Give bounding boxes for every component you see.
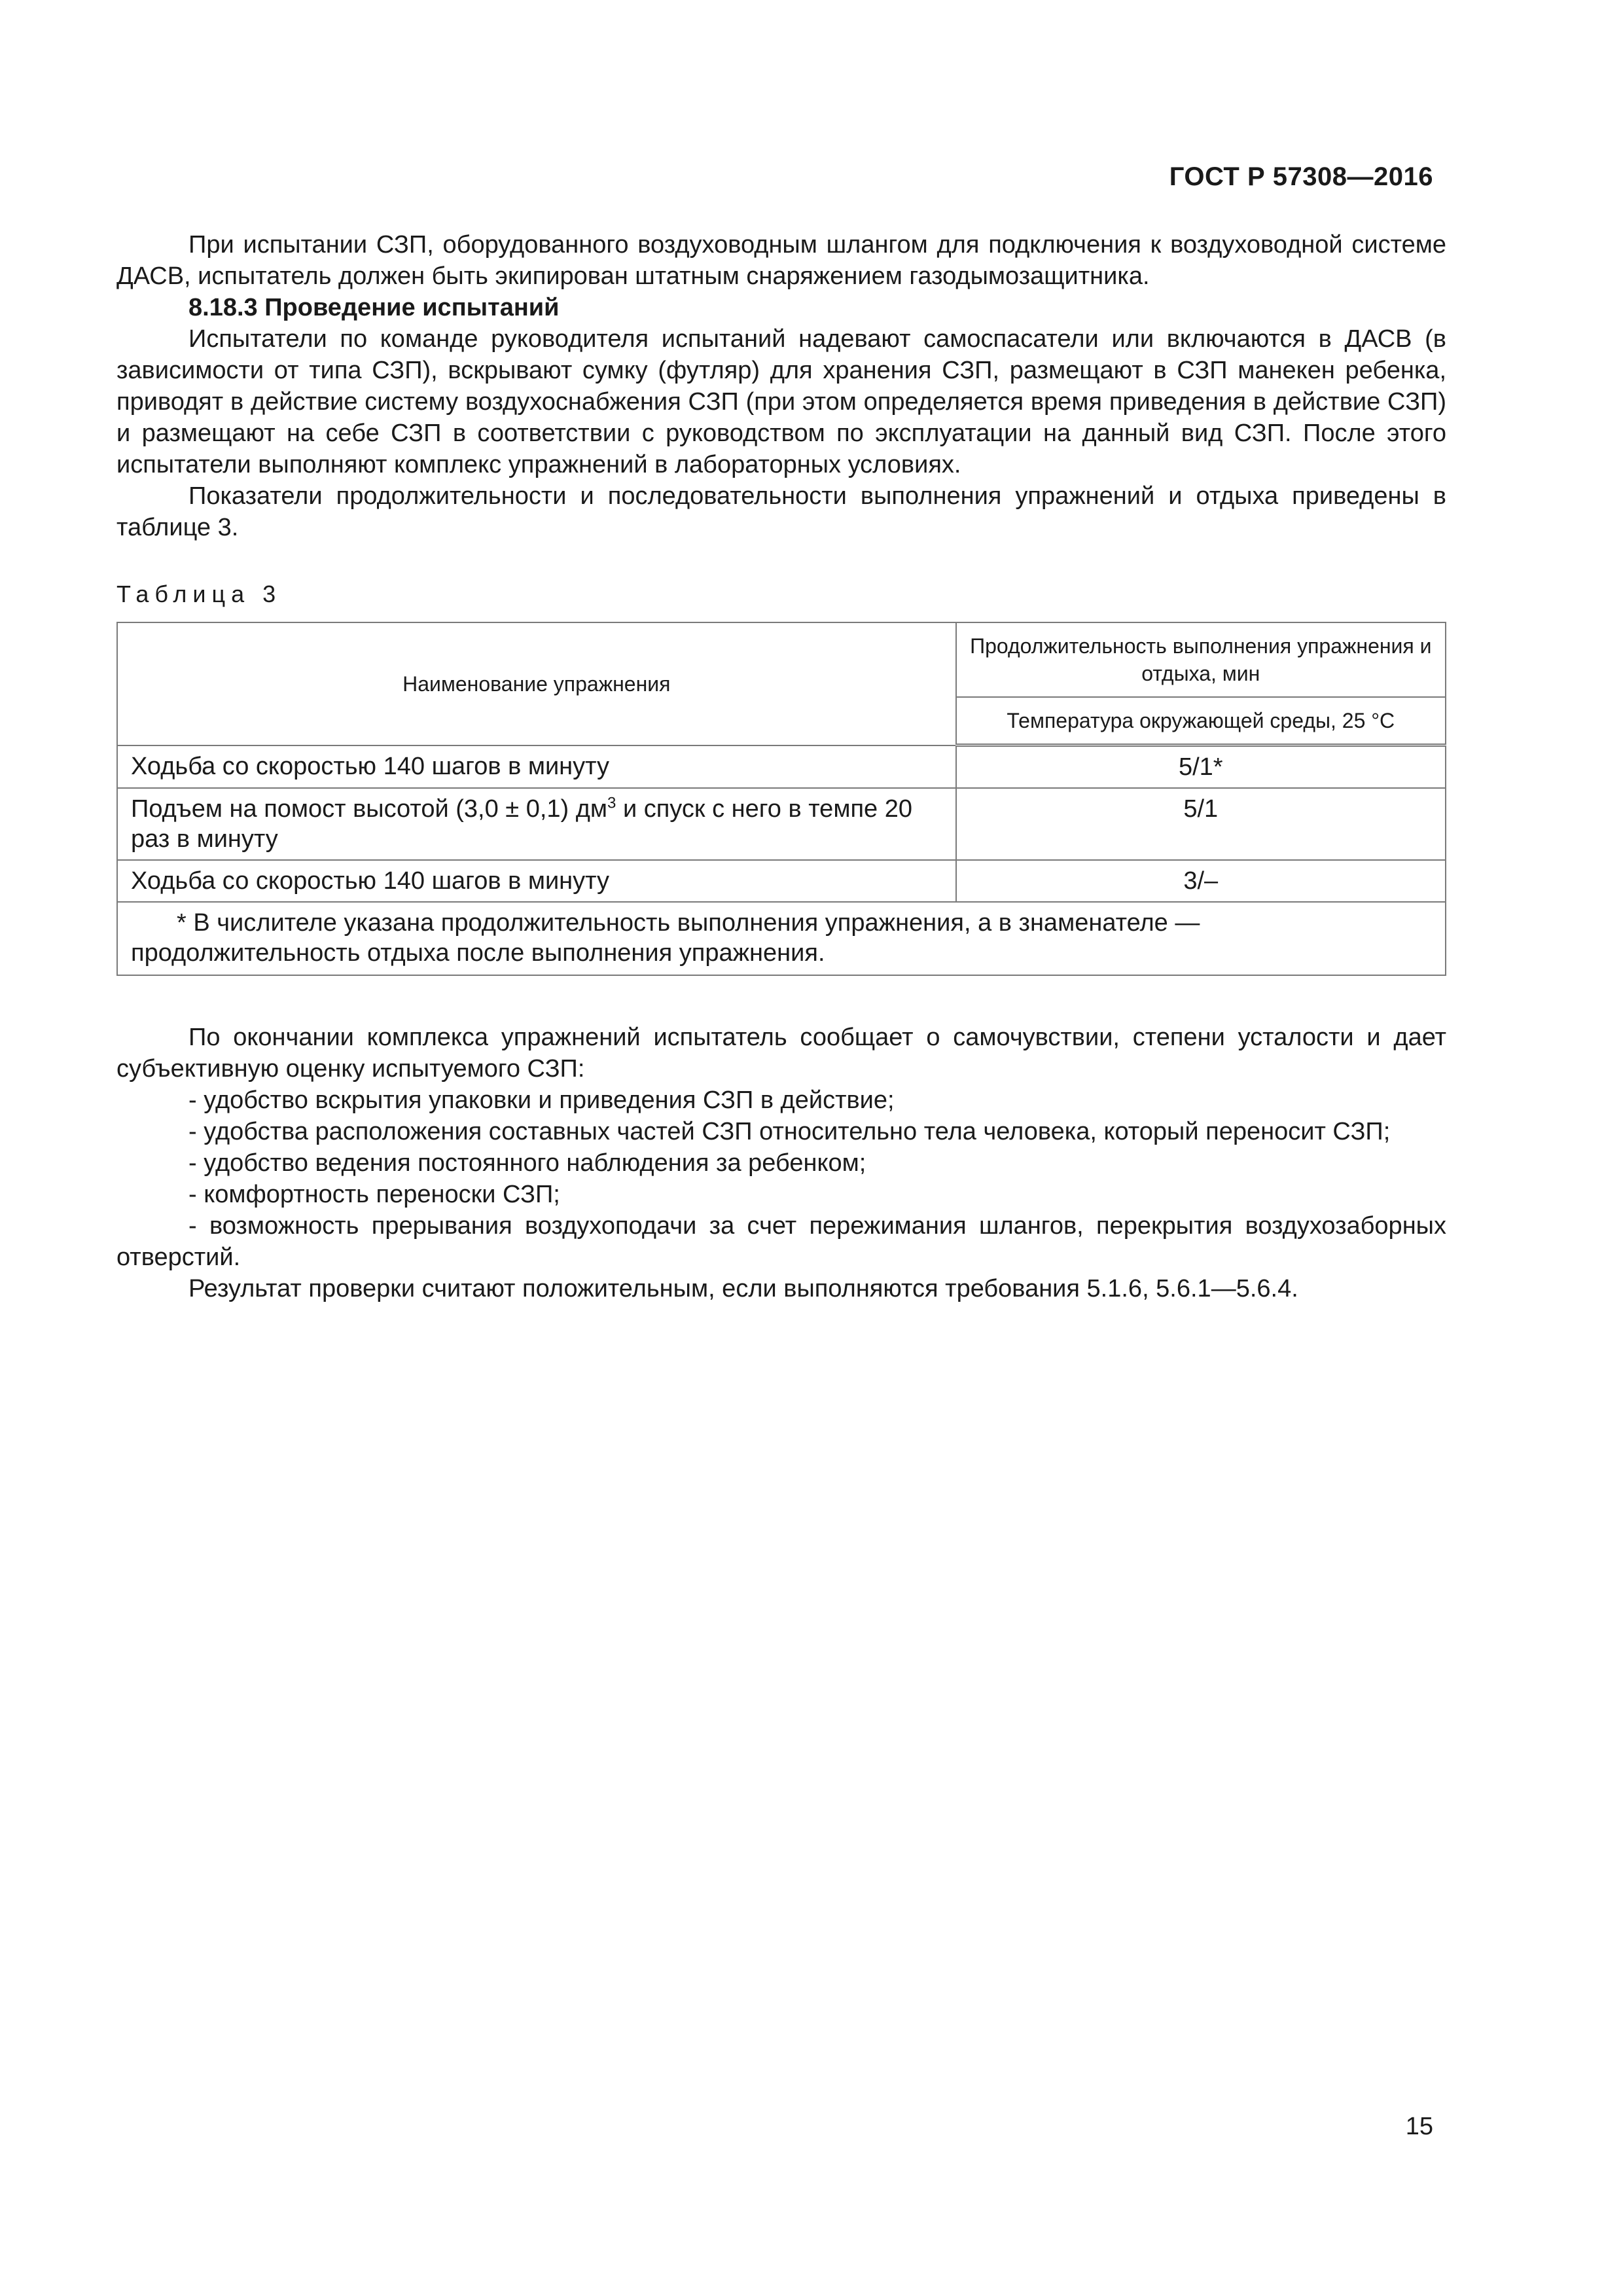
- header-temperature: Температура окружающей среды, 25 °С: [956, 697, 1446, 745]
- exercise-table: [116, 622, 1446, 976]
- paragraph-procedure: Испытатели по команде руководителя испытаний надевают самоспасатели или включаются в ДАСВ (в зависимости от типа СЗП), вскрывают сумку (футляр) для хранения СЗП, размещают в СЗП манекен ребенка, приводят в действие систему воздухоснабжения СЗП (при этом определяется время приведения в действие СЗП) и размещают на себе СЗП в соответствии с руководством по эксплуатации на данный вид СЗП. После этого испытатели выполняют комплекс упражнений в лабораторных условиях.: [116, 325, 1446, 478]
- duration-cell: 5/1: [956, 788, 1446, 860]
- paragraph-table-reference: Показатели продолжительности и последовательности выполнения упражнений и отдыха приведены в таблице 3.: [116, 482, 1446, 541]
- paragraph-equipment: При испытании СЗП, оборудованного воздуховодным шлангом для подключения к воздуховодной системе ДАСВ, испытатель должен быть экипирован штатным снаряжением газодымозащитника.: [116, 231, 1446, 290]
- paragraph-evaluation: По окончании комплекса упражнений испытатель сообщает о самочувствии, степени усталости и дает субъективную оценку испытуемого СЗП:: [116, 1024, 1446, 1083]
- page-number: 15: [1405, 2113, 1433, 2140]
- section-heading: 8.18.3 Проведение испытаний: [188, 294, 560, 321]
- exponent: 3: [607, 794, 616, 812]
- table-footnote: * В числителе указана продолжительность выполнения упражнения, а в знаменателе — продолжительность отдыха после выполнения упражнения.: [131, 909, 1200, 967]
- document-code: ГОСТ Р 57308—2016: [1169, 162, 1433, 191]
- exercise-name-cell: [117, 788, 956, 860]
- table-caption: Таблица 3: [116, 581, 282, 607]
- list-item: - комфортность переноски СЗП;: [188, 1181, 560, 1208]
- list-item: - удобства расположения составных частей СЗП относительно тела человека, который переносит СЗП;: [188, 1118, 1391, 1145]
- header-duration: Продолжительность выполнения упражнения и отдыха, мин: [956, 622, 1446, 697]
- list-item: - возможность прерывания воздухоподачи за счет пережимания шлангов, перекрытия воздухозаборных отверстий.: [116, 1212, 1446, 1271]
- table-row: [117, 860, 1446, 902]
- page-content: [116, 229, 1446, 1304]
- header-exercise-name: Наименование упражнения: [117, 622, 956, 745]
- list-item: - удобство ведения постоянного наблюдения за ребенком;: [188, 1149, 866, 1177]
- exercise-name-cell: Ходьба со скоростью 140 шагов в минуту: [117, 860, 956, 902]
- list-item: - удобство вскрытия упаковки и приведения СЗП в действие;: [188, 1086, 895, 1114]
- exercise-name-text: и спуск с него в темпе 20 раз в минуту: [131, 795, 912, 853]
- table-header-row-top: [117, 622, 1446, 697]
- table-footnote-cell: [117, 902, 1446, 975]
- evaluation-section: [116, 1022, 1446, 1304]
- table-row: [117, 788, 1446, 860]
- paragraph-result: Результат проверки считают положительным, если выполняются требования 5.1.6, 5.6.1—5.6.4.: [188, 1275, 1298, 1302]
- exercise-name-text: Подъем на помост высотой (3,0 ± 0,1) дм: [131, 795, 608, 823]
- duration-cell: 3/–: [956, 860, 1446, 902]
- exercise-name-cell: Ходьба со скоростью 140 шагов в минуту: [117, 745, 956, 789]
- duration-cell: 5/1*: [956, 745, 1446, 789]
- table-row: [117, 745, 1446, 789]
- table-footnote-row: [117, 902, 1446, 975]
